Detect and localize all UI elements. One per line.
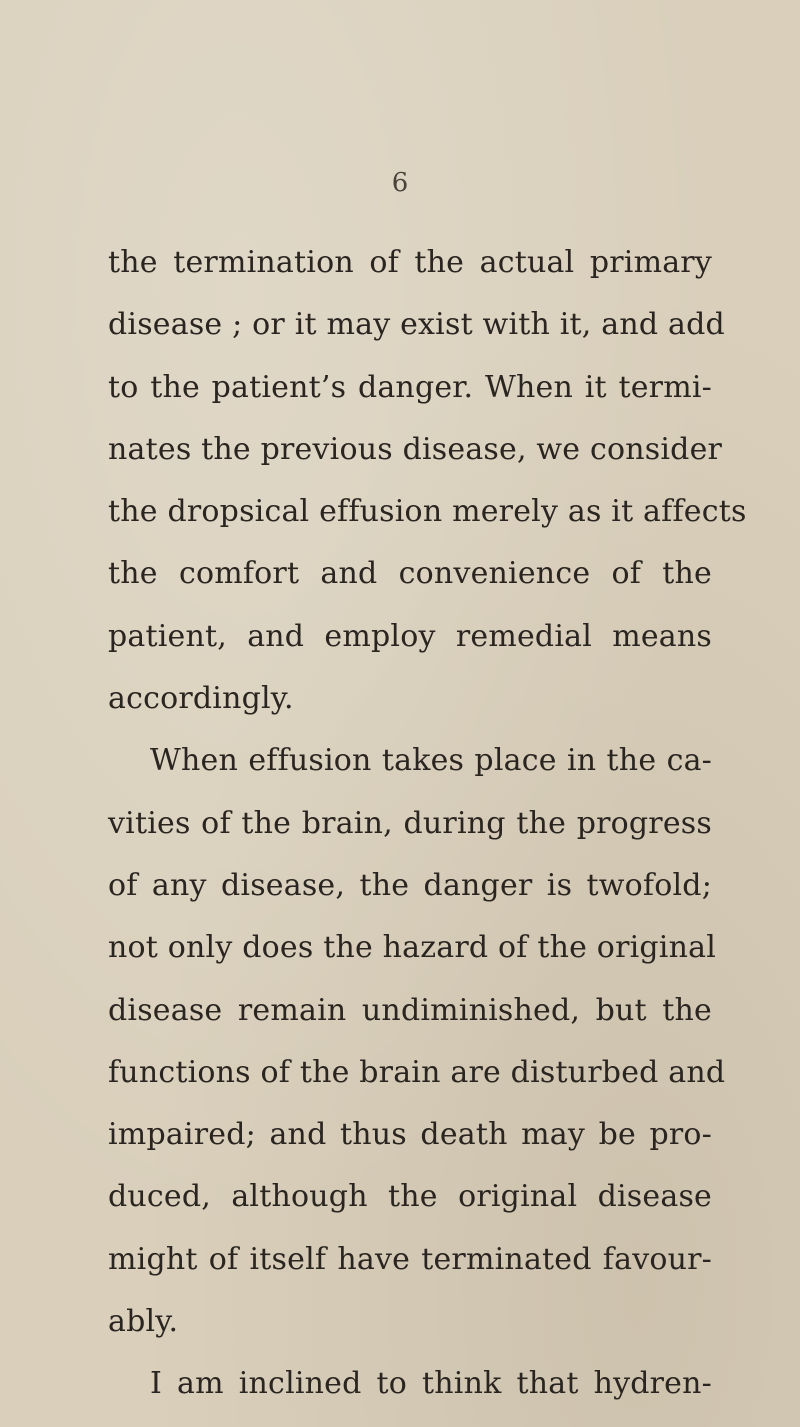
text-line: impaired; and thus death may be pro-	[108, 1117, 712, 1153]
text-line: to the patient’s danger. When it termi-	[108, 369, 712, 405]
text-line: disease ; or it may exist with it, and add	[108, 307, 725, 343]
text-line: When effusion takes place in the ca-	[150, 743, 712, 779]
text-line: the dropsical effusion merely as it affects	[108, 494, 747, 530]
text-line: I am inclined to think that hydren-	[150, 1366, 712, 1402]
text-line: not only does the hazard of the original	[108, 930, 716, 966]
text-line: accordingly.	[108, 681, 294, 717]
text-line: functions of the brain are disturbed and	[108, 1054, 726, 1090]
text-line: disease remain undiminished, but the	[108, 992, 712, 1028]
text-line: ably.	[108, 1304, 179, 1340]
text-line: duced, although the original disease	[108, 1179, 712, 1215]
text-line: the termination of the actual primary	[108, 245, 712, 280]
page-number: 6	[391, 168, 409, 198]
text-line: patient, and employ remedial means	[108, 618, 712, 654]
text-line: might of itself have terminated favour-	[108, 1241, 712, 1277]
body-text	[108, 232, 747, 1416]
text-line: nates the previous disease, we consider	[108, 431, 723, 467]
text-line: vities of the brain, during the progress	[108, 805, 712, 841]
text-line: the comfort and convenience of the	[108, 556, 712, 592]
text-line: of any disease, the danger is twofold;	[108, 867, 712, 903]
